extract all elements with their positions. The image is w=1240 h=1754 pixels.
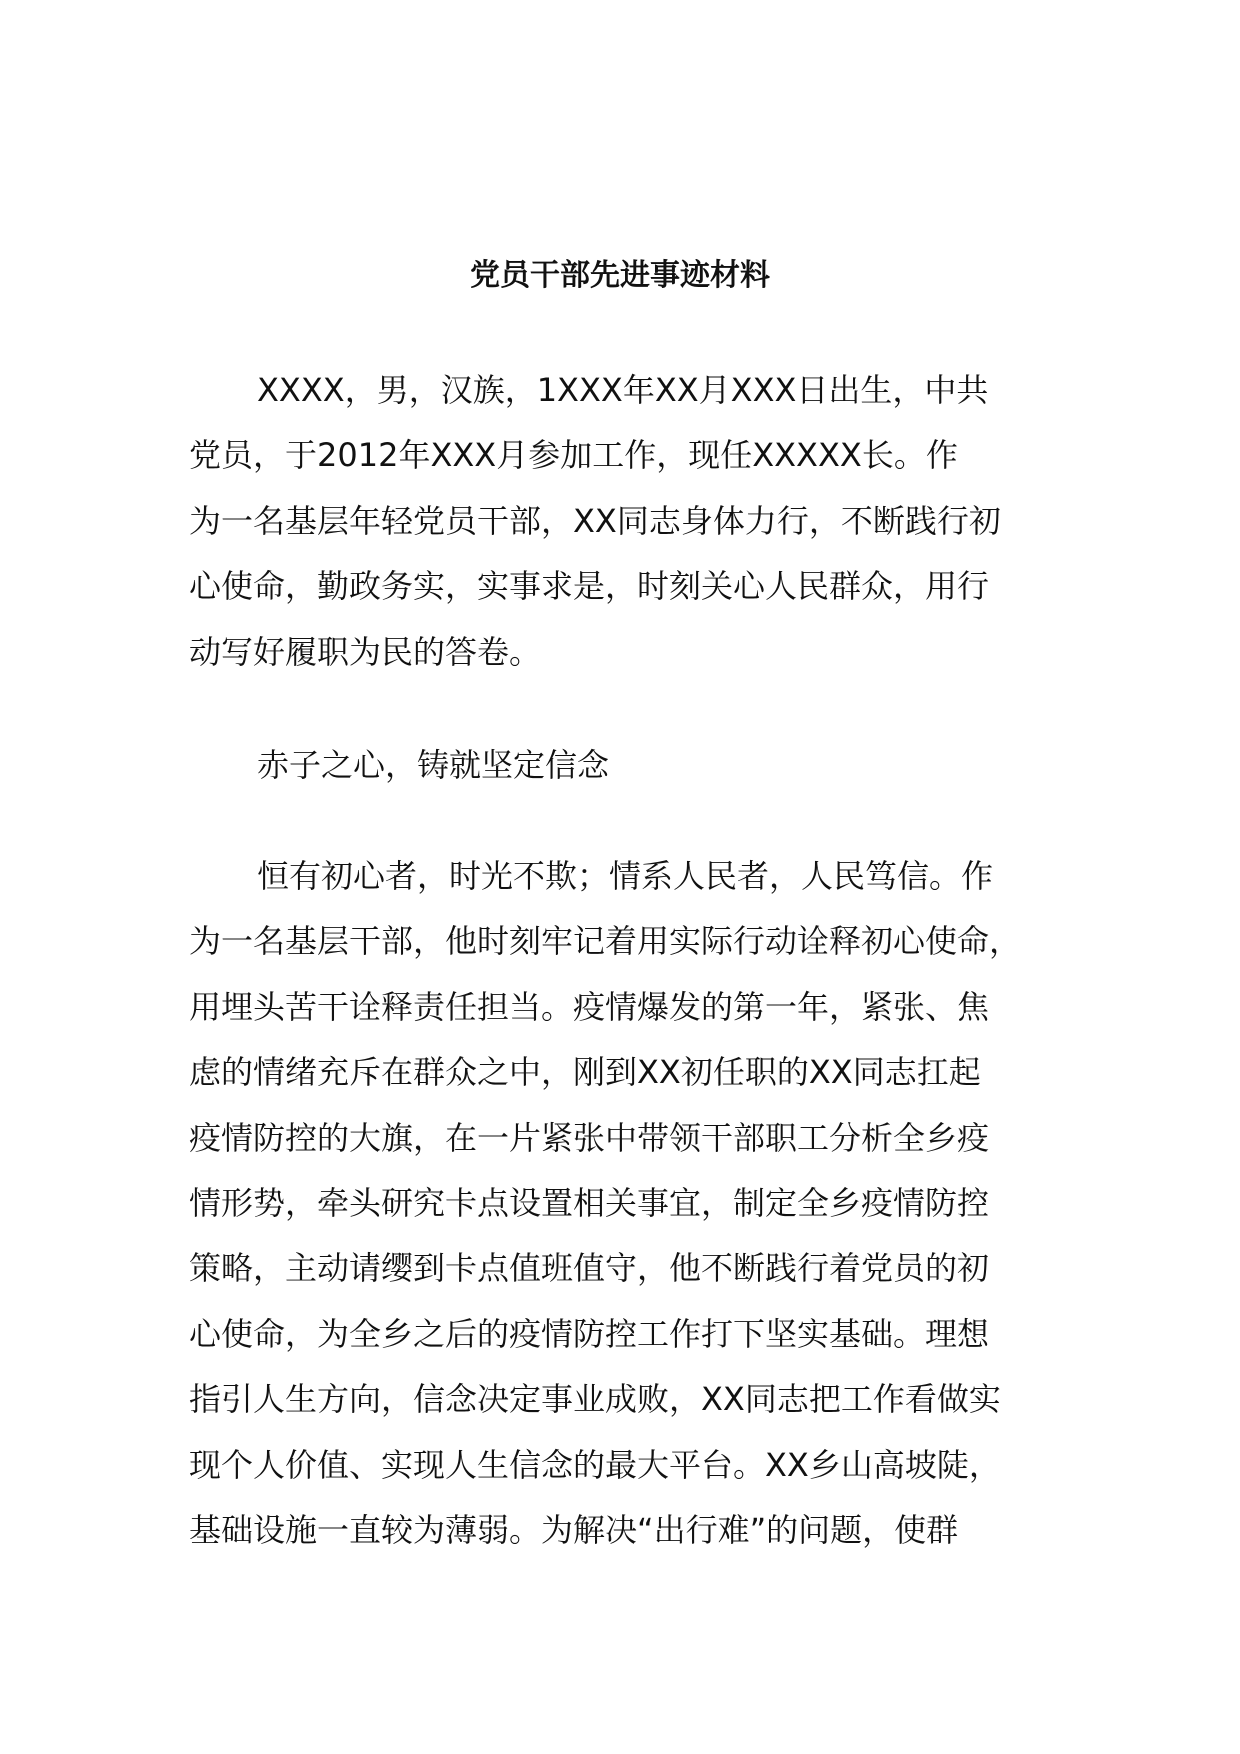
section-heading-text: 赤子之心，铸就坚定信念 <box>257 746 610 784</box>
document-title: 党员干部先进事迹材料 <box>470 258 770 293</box>
text-line: 为一名基层干部，他时刻牢记着用实际行动诠释初心使命， <box>189 922 1022 961</box>
paragraph-intro <box>189 358 1069 685</box>
text-line: 基础设施一直较为薄弱。为解决“出行难”的问题，使群 <box>189 1510 959 1549</box>
text-line: 现个人价值、实现人生信念的最大平台。XX乡山高坡陡， <box>189 1445 1001 1484</box>
text-line: 虑的情绪充斥在群众之中，刚到XX初任职的XX同志扛起 <box>189 1053 981 1092</box>
text-line: 用埋头苦干诠释责任担当。疫情爆发的第一年，紧张、焦 <box>189 987 990 1026</box>
paragraph-body <box>189 844 1069 1563</box>
section-heading <box>189 733 1069 798</box>
text-line: 心使命，勤政务实，实事求是，时刻关心人民群众，用行 <box>189 567 990 606</box>
text-line: 指引人生方向，信念决定事业成败，XX同志把工作看做实 <box>189 1380 1001 1419</box>
text-line: 策略，主动请缨到卡点值班值守，他不断践行着党员的初 <box>189 1249 990 1288</box>
text-line: 动写好履职为民的答卷。 <box>189 632 542 671</box>
text-line: 情形势，牵头研究卡点设置相关事宜，制定全乡疫情防控 <box>189 1183 990 1222</box>
text-line: 恒有初心者，时光不欺；情系人民者，人民笃信。作 <box>257 857 994 895</box>
text-line: 党员，于2012年XXX月参加工作，现任XXXXX长。作 <box>189 436 958 475</box>
text-line: 为一名基层年轻党员干部，XX同志身体力行，不断践行初 <box>189 501 1001 540</box>
text-line: 心使命，为全乡之后的疫情防控工作打下坚实基础。理想 <box>189 1314 990 1353</box>
text-line: XXXX，男，汉族，1XXX年XX月XXX日出生，中共 <box>257 371 989 409</box>
text-line: 疫情防控的大旗，在一片紧张中带领干部职工分析全乡疫 <box>189 1118 990 1157</box>
